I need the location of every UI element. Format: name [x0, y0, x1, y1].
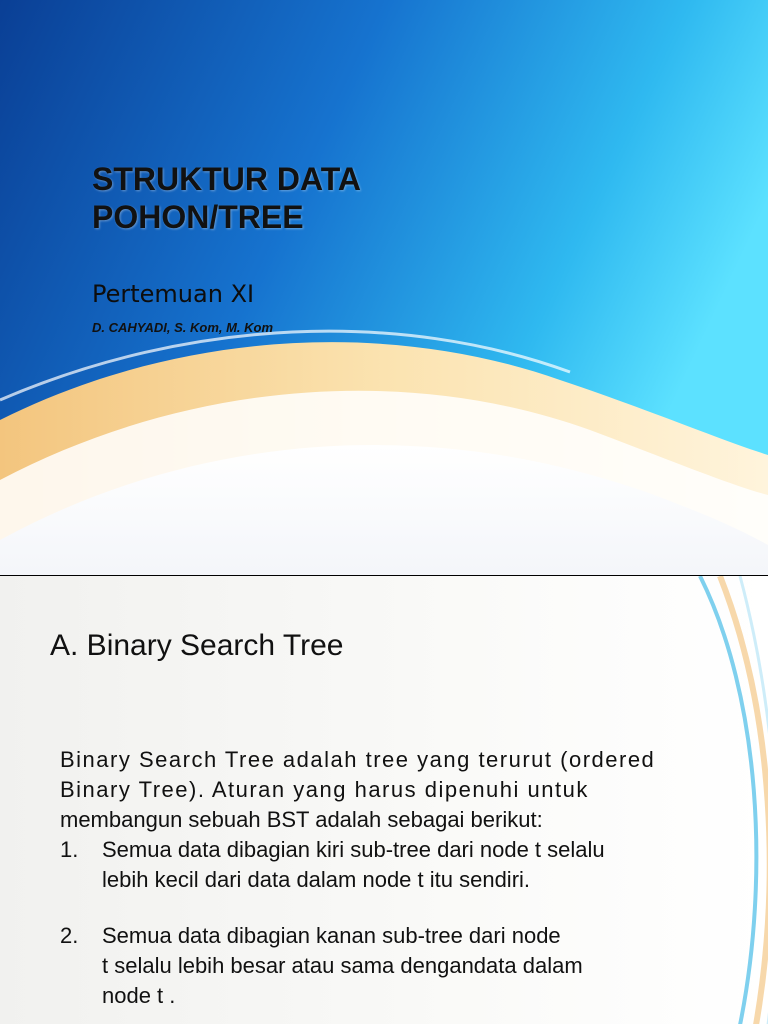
rule-line: Semua data dibagian kiri sub-tree dari node t selalu — [102, 837, 605, 862]
rule-line: Semua data dibagian kanan sub-tree dari node — [102, 923, 561, 948]
rule-line: lebih kecil dari data dalam node t itu sendiri. — [102, 867, 531, 892]
intro-line-1: Binary Search Tree adalah tree yang terurut (ordered — [60, 747, 656, 772]
title-line-1: STRUKTUR DATA — [92, 161, 361, 197]
rule-line: t selalu lebih besar atau sama dengandata dalam — [102, 953, 583, 978]
slide-subtitle: Pertemuan XI — [92, 280, 255, 308]
author-name: D. CAHYADI, S. Kom, M. Kom — [92, 320, 274, 335]
rule-line: node t . — [102, 983, 176, 1008]
intro-line-2: Binary Tree). Aturan yang harus dipenuhi untuk — [60, 777, 589, 802]
title-line-2: POHON/TREE — [92, 199, 304, 235]
section-heading: A. Binary Search Tree — [50, 629, 344, 662]
rule-item-1 — [60, 835, 725, 895]
bst-description — [60, 745, 725, 1011]
slide-title — [92, 160, 361, 236]
rule-number: 1. — [60, 837, 79, 862]
rule-number: 2. — [60, 923, 79, 948]
intro-line-3: membangun sebuah BST adalah sebagai berikut: — [60, 807, 543, 832]
rule-item-2 — [60, 921, 725, 1011]
